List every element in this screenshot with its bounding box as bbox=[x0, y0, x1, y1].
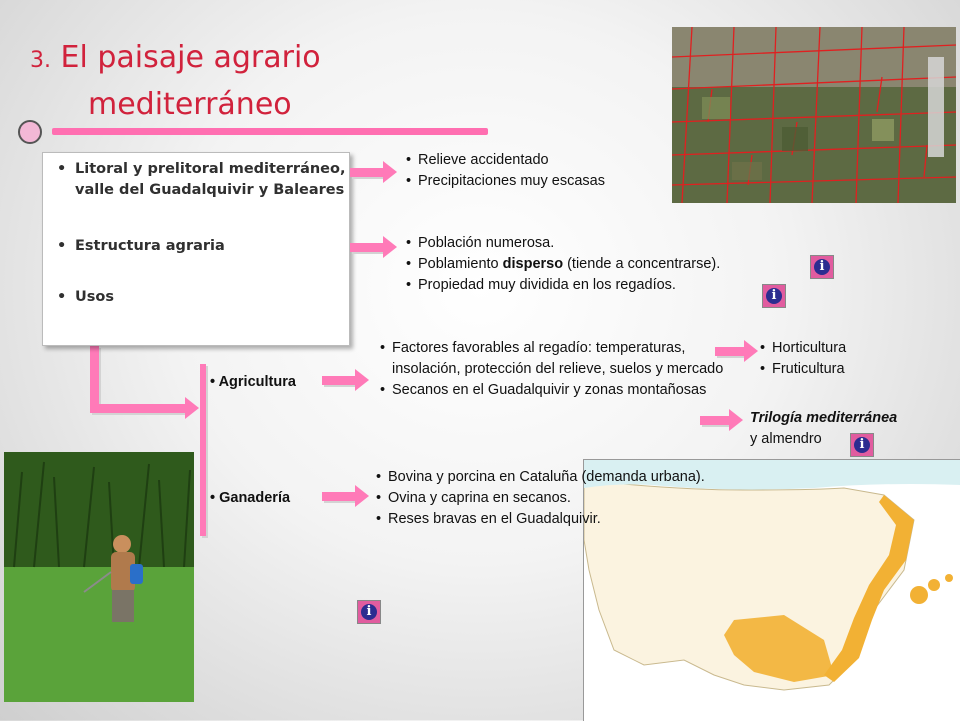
main-topics-box bbox=[42, 152, 350, 346]
ganaderia-item-reses: • Reses bravas en el Guadalquivir. bbox=[376, 509, 806, 530]
usos-connector-vertical bbox=[90, 346, 99, 412]
estructura-item-poblamiento bbox=[406, 254, 826, 275]
relieve-list bbox=[406, 150, 606, 192]
relieve-arrow bbox=[350, 168, 384, 177]
page-title bbox=[30, 36, 321, 127]
agricultura-item-regadio: • Factores favorables al regadío: temperaturas, insolación, protección del relieve, suelos y mercado bbox=[380, 338, 725, 380]
estructura-arrow bbox=[350, 243, 384, 252]
farmer-rice-field-photo bbox=[4, 452, 194, 702]
ganaderia-label: Ganadería bbox=[219, 490, 291, 506]
poblamiento-text: Poblamiento bbox=[418, 256, 503, 272]
aerial-field-photo bbox=[672, 27, 956, 203]
bullet: • bbox=[210, 490, 220, 506]
relieve-item: • Relieve accidentado bbox=[406, 150, 606, 171]
agricultura-list bbox=[380, 338, 725, 401]
estructura-item-propiedad: • Propiedad muy dividida en los regadíos. bbox=[406, 275, 826, 296]
poblamiento-bold: disperso bbox=[502, 256, 564, 272]
agricultura-arrow bbox=[322, 376, 356, 385]
title-bullet-circle bbox=[18, 120, 42, 144]
usos-ganaderia-label bbox=[210, 490, 290, 506]
info-glyph: i bbox=[814, 259, 830, 275]
trilogia-title: Trilogía mediterránea bbox=[750, 410, 898, 426]
agricultura-label: Agricultura bbox=[218, 374, 296, 390]
crop-fruticultura: • Fruticultura bbox=[760, 359, 900, 380]
title-underline bbox=[52, 128, 488, 135]
estructura-item-poblacion: • Población numerosa. bbox=[406, 233, 826, 254]
trilogia-subtitle: y almendro bbox=[750, 431, 822, 447]
ganaderia-arrow bbox=[322, 492, 356, 501]
ganaderia-item-bovina: • Bovina y porcina en Cataluña (demanda urbana). bbox=[376, 467, 806, 488]
info-icon[interactable] bbox=[762, 284, 786, 308]
ganaderia-item-ovina: • Ovina y caprina en secanos. bbox=[376, 488, 806, 509]
title-line-2: mediterráneo bbox=[88, 87, 292, 122]
info-icon[interactable] bbox=[810, 255, 834, 279]
usos-arrow bbox=[150, 404, 186, 413]
info-icon[interactable] bbox=[850, 433, 874, 457]
agricultura-item-secanos: • Secanos en el Guadalquivir y zonas montañosas bbox=[380, 380, 725, 401]
regadio-crops-list bbox=[760, 338, 900, 380]
crop-horticultura: • Horticultura bbox=[760, 338, 900, 359]
ganaderia-list bbox=[376, 467, 806, 530]
title-number: 3. bbox=[30, 48, 51, 73]
info-glyph: i bbox=[766, 288, 782, 304]
regadio-arrow bbox=[715, 347, 745, 356]
relieve-item: • Precipitaciones muy escasas bbox=[406, 171, 606, 192]
secano-arrow bbox=[700, 416, 730, 425]
usos-branch-line bbox=[200, 364, 206, 536]
secano-crops bbox=[750, 408, 897, 450]
info-glyph: i bbox=[854, 437, 870, 453]
box-item-usos: • Usos bbox=[57, 287, 349, 308]
title-line-1: El paisaje agrario bbox=[60, 40, 321, 75]
box-item-estructura: • Estructura agraria bbox=[57, 236, 349, 257]
poblamiento-note: (tiende a concentrarse). bbox=[563, 256, 721, 272]
bullet: • bbox=[210, 374, 219, 390]
box-item-litoral: • Litoral y prelitoral mediterráneo, valle del Guadalquivir y Baleares bbox=[57, 159, 349, 201]
usos-agricultura-label bbox=[210, 374, 296, 390]
info-glyph: i bbox=[361, 604, 377, 620]
info-icon[interactable] bbox=[357, 600, 381, 624]
